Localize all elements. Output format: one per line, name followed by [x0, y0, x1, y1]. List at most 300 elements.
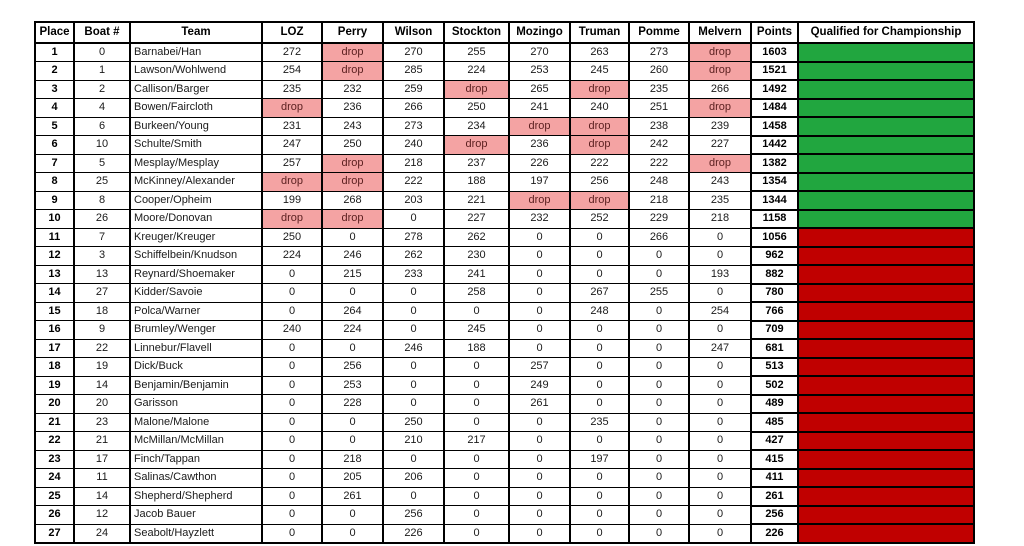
table-row	[35, 432, 974, 451]
place-cell: 15	[35, 302, 74, 321]
score-cell: 0	[629, 395, 689, 414]
score-cell: 0	[383, 450, 444, 469]
score-cell: 232	[509, 210, 570, 229]
column-header-melvern: Melvern	[689, 22, 751, 43]
team-name-cell: Barnabei/Han	[130, 43, 262, 62]
score-cell: 0	[383, 395, 444, 414]
score-cell: 0	[322, 432, 383, 451]
score-cell: 241	[509, 99, 570, 118]
score-cell: 235	[262, 80, 322, 99]
not-qualified-status-cell	[798, 228, 974, 247]
score-cell: 0	[629, 358, 689, 377]
score-cell: 206	[383, 469, 444, 488]
team-name-cell: Reynard/Shoemaker	[130, 265, 262, 284]
score-cell: 0	[570, 487, 629, 506]
score-cell: 0	[509, 413, 570, 432]
dropped-score-cell: drop	[262, 173, 322, 192]
score-cell: 0	[322, 284, 383, 303]
score-cell: 0	[689, 376, 751, 395]
boat-number-cell: 17	[74, 450, 130, 469]
place-cell: 14	[35, 284, 74, 303]
boat-number-cell: 18	[74, 302, 130, 321]
column-header-wilson: Wilson	[383, 22, 444, 43]
boat-number-cell: 14	[74, 376, 130, 395]
team-name-cell: Polca/Warner	[130, 302, 262, 321]
score-cell: 0	[262, 284, 322, 303]
score-cell: 0	[689, 321, 751, 340]
column-header-loz: LOZ	[262, 22, 322, 43]
score-cell: 285	[383, 62, 444, 81]
score-cell: 240	[570, 99, 629, 118]
points-cell: 1442	[751, 136, 798, 155]
place-cell: 13	[35, 265, 74, 284]
team-name-cell: Benjamin/Benjamin	[130, 376, 262, 395]
score-cell: 231	[262, 117, 322, 136]
team-name-cell: Lawson/Wohlwend	[130, 62, 262, 81]
dropped-score-cell: drop	[322, 173, 383, 192]
team-name-cell: Cooper/Opheim	[130, 191, 262, 210]
not-qualified-status-cell	[798, 413, 974, 432]
score-cell: 249	[509, 376, 570, 395]
table-row	[35, 154, 974, 173]
table-row	[35, 302, 974, 321]
score-cell: 253	[322, 376, 383, 395]
score-cell: 266	[689, 80, 751, 99]
score-cell: 257	[262, 154, 322, 173]
table-row	[35, 62, 974, 81]
place-cell: 8	[35, 173, 74, 192]
score-cell: 230	[444, 247, 509, 266]
score-cell: 255	[629, 284, 689, 303]
place-cell: 22	[35, 432, 74, 451]
place-cell: 24	[35, 469, 74, 488]
score-cell: 0	[629, 506, 689, 525]
dropped-score-cell: drop	[322, 210, 383, 229]
team-name-cell: Callison/Barger	[130, 80, 262, 99]
score-cell: 278	[383, 228, 444, 247]
team-name-cell: Brumley/Wenger	[130, 321, 262, 340]
points-cell: 681	[751, 339, 798, 358]
score-cell: 0	[509, 284, 570, 303]
qualified-status-cell	[798, 210, 974, 229]
dropped-score-cell: drop	[689, 154, 751, 173]
boat-number-cell: 24	[74, 524, 130, 543]
points-cell: 1056	[751, 228, 798, 247]
score-cell: 0	[629, 302, 689, 321]
boat-number-cell: 4	[74, 99, 130, 118]
score-cell: 0	[509, 469, 570, 488]
points-cell: 1603	[751, 43, 798, 62]
score-cell: 259	[383, 80, 444, 99]
table-row	[35, 487, 974, 506]
place-cell: 11	[35, 228, 74, 247]
score-cell: 247	[262, 136, 322, 155]
column-header-pomme: Pomme	[629, 22, 689, 43]
column-header-stockton: Stockton	[444, 22, 509, 43]
score-cell: 0	[509, 265, 570, 284]
dropped-score-cell: drop	[444, 80, 509, 99]
score-cell: 224	[444, 62, 509, 81]
score-cell: 262	[383, 247, 444, 266]
score-cell: 222	[570, 154, 629, 173]
score-cell: 0	[570, 432, 629, 451]
score-cell: 218	[689, 210, 751, 229]
score-cell: 0	[383, 210, 444, 229]
dropped-score-cell: drop	[262, 99, 322, 118]
not-qualified-status-cell	[798, 339, 974, 358]
score-cell: 0	[322, 339, 383, 358]
table-row	[35, 80, 974, 99]
dropped-score-cell: drop	[322, 43, 383, 62]
score-cell: 188	[444, 173, 509, 192]
score-cell: 0	[509, 506, 570, 525]
score-cell: 0	[570, 339, 629, 358]
score-cell: 263	[570, 43, 629, 62]
score-cell: 266	[629, 228, 689, 247]
team-name-cell: Malone/Malone	[130, 413, 262, 432]
score-cell: 0	[262, 432, 322, 451]
dropped-score-cell: drop	[322, 154, 383, 173]
score-cell: 0	[689, 413, 751, 432]
not-qualified-status-cell	[798, 487, 974, 506]
boat-number-cell: 14	[74, 487, 130, 506]
score-cell: 0	[689, 358, 751, 377]
score-cell: 253	[509, 62, 570, 81]
score-cell: 245	[444, 321, 509, 340]
results-spreadsheet	[34, 21, 975, 544]
qualified-status-cell	[798, 117, 974, 136]
points-cell: 226	[751, 524, 798, 543]
points-cell: 709	[751, 321, 798, 340]
score-cell: 210	[383, 432, 444, 451]
dropped-score-cell: drop	[570, 117, 629, 136]
place-cell: 26	[35, 506, 74, 525]
score-cell: 268	[322, 191, 383, 210]
dropped-score-cell: drop	[689, 99, 751, 118]
score-cell: 0	[570, 395, 629, 414]
points-cell: 427	[751, 432, 798, 451]
boat-number-cell: 11	[74, 469, 130, 488]
qualified-status-cell	[798, 136, 974, 155]
score-cell: 0	[570, 376, 629, 395]
score-cell: 251	[629, 99, 689, 118]
score-cell: 233	[383, 265, 444, 284]
points-cell: 411	[751, 469, 798, 488]
team-name-cell: Burkeen/Young	[130, 117, 262, 136]
table-row	[35, 284, 974, 303]
score-cell: 235	[689, 191, 751, 210]
score-cell: 245	[570, 62, 629, 81]
score-cell: 0	[509, 247, 570, 266]
score-cell: 232	[322, 80, 383, 99]
table-row	[35, 228, 974, 247]
score-cell: 241	[444, 265, 509, 284]
team-name-cell: Jacob Bauer	[130, 506, 262, 525]
score-cell: 0	[570, 247, 629, 266]
score-cell: 256	[322, 358, 383, 377]
score-cell: 270	[383, 43, 444, 62]
table-row	[35, 43, 974, 62]
not-qualified-status-cell	[798, 302, 974, 321]
not-qualified-status-cell	[798, 247, 974, 266]
score-cell: 0	[444, 376, 509, 395]
score-cell: 199	[262, 191, 322, 210]
score-cell: 0	[509, 487, 570, 506]
score-cell: 205	[322, 469, 383, 488]
boat-number-cell: 26	[74, 210, 130, 229]
not-qualified-status-cell	[798, 469, 974, 488]
qualified-status-cell	[798, 80, 974, 99]
points-cell: 1458	[751, 117, 798, 136]
score-cell: 0	[262, 450, 322, 469]
score-cell: 203	[383, 191, 444, 210]
score-cell: 248	[629, 173, 689, 192]
score-cell: 0	[383, 487, 444, 506]
score-cell: 0	[444, 358, 509, 377]
dropped-score-cell: drop	[570, 191, 629, 210]
team-name-cell: Shepherd/Shepherd	[130, 487, 262, 506]
points-cell: 502	[751, 376, 798, 395]
not-qualified-status-cell	[798, 358, 974, 377]
score-cell: 0	[262, 524, 322, 543]
score-cell: 256	[570, 173, 629, 192]
table-row	[35, 358, 974, 377]
score-cell: 0	[629, 432, 689, 451]
score-cell: 227	[444, 210, 509, 229]
score-cell: 236	[322, 99, 383, 118]
boat-number-cell: 22	[74, 339, 130, 358]
score-cell: 267	[570, 284, 629, 303]
score-cell: 221	[444, 191, 509, 210]
team-name-cell: Kidder/Savoie	[130, 284, 262, 303]
dropped-score-cell: drop	[509, 117, 570, 136]
score-cell: 0	[262, 339, 322, 358]
score-cell: 0	[629, 321, 689, 340]
score-cell: 0	[689, 506, 751, 525]
score-cell: 0	[689, 469, 751, 488]
place-cell: 4	[35, 99, 74, 118]
points-cell: 882	[751, 265, 798, 284]
score-cell: 0	[262, 265, 322, 284]
dropped-score-cell: drop	[570, 136, 629, 155]
points-cell: 1382	[751, 154, 798, 173]
score-cell: 0	[629, 469, 689, 488]
score-cell: 0	[509, 302, 570, 321]
score-cell: 250	[262, 228, 322, 247]
score-cell: 0	[689, 450, 751, 469]
qualified-status-cell	[798, 173, 974, 192]
score-cell: 273	[629, 43, 689, 62]
score-cell: 0	[629, 247, 689, 266]
team-name-cell: Bowen/Faircloth	[130, 99, 262, 118]
points-cell: 489	[751, 395, 798, 414]
score-cell: 236	[509, 136, 570, 155]
score-cell: 266	[383, 99, 444, 118]
boat-number-cell: 10	[74, 136, 130, 155]
place-cell: 5	[35, 117, 74, 136]
team-name-cell: Finch/Tappan	[130, 450, 262, 469]
place-cell: 25	[35, 487, 74, 506]
place-cell: 23	[35, 450, 74, 469]
table-row	[35, 321, 974, 340]
not-qualified-status-cell	[798, 395, 974, 414]
score-cell: 229	[629, 210, 689, 229]
boat-number-cell: 23	[74, 413, 130, 432]
score-cell: 0	[383, 321, 444, 340]
score-cell: 227	[689, 136, 751, 155]
score-cell: 0	[629, 339, 689, 358]
score-cell: 188	[444, 339, 509, 358]
score-cell: 0	[322, 413, 383, 432]
score-cell: 261	[322, 487, 383, 506]
points-cell: 415	[751, 450, 798, 469]
score-cell: 248	[570, 302, 629, 321]
points-cell: 1521	[751, 62, 798, 81]
score-cell: 250	[383, 413, 444, 432]
boat-number-cell: 25	[74, 173, 130, 192]
table-row	[35, 210, 974, 229]
score-cell: 0	[262, 413, 322, 432]
score-cell: 0	[509, 450, 570, 469]
not-qualified-status-cell	[798, 506, 974, 525]
table-row	[35, 173, 974, 192]
team-name-cell: Schulte/Smith	[130, 136, 262, 155]
boat-number-cell: 1	[74, 62, 130, 81]
score-cell: 224	[262, 247, 322, 266]
score-cell: 0	[383, 302, 444, 321]
team-name-cell: Kreuger/Kreuger	[130, 228, 262, 247]
score-cell: 0	[570, 321, 629, 340]
not-qualified-status-cell	[798, 524, 974, 543]
standings-table	[34, 21, 975, 544]
score-cell: 0	[262, 358, 322, 377]
team-name-cell: Schiffelbein/Knudson	[130, 247, 262, 266]
score-cell: 0	[629, 376, 689, 395]
dropped-score-cell: drop	[444, 136, 509, 155]
points-cell: 1158	[751, 210, 798, 229]
score-cell: 250	[322, 136, 383, 155]
table-row	[35, 413, 974, 432]
score-cell: 0	[322, 228, 383, 247]
score-cell: 0	[262, 395, 322, 414]
score-cell: 0	[689, 524, 751, 543]
column-header-perry: Perry	[322, 22, 383, 43]
score-cell: 0	[629, 487, 689, 506]
score-cell: 0	[509, 228, 570, 247]
not-qualified-status-cell	[798, 265, 974, 284]
score-cell: 0	[383, 376, 444, 395]
score-cell: 252	[570, 210, 629, 229]
not-qualified-status-cell	[798, 376, 974, 395]
team-name-cell: Mesplay/Mesplay	[130, 154, 262, 173]
column-header-team: Team	[130, 22, 262, 43]
points-cell: 780	[751, 284, 798, 303]
score-cell: 224	[322, 321, 383, 340]
score-cell: 240	[262, 321, 322, 340]
score-cell: 0	[262, 469, 322, 488]
column-header-mozingo: Mozingo	[509, 22, 570, 43]
score-cell: 261	[509, 395, 570, 414]
score-cell: 0	[322, 506, 383, 525]
table-body	[35, 43, 974, 543]
qualified-status-cell	[798, 191, 974, 210]
score-cell: 0	[444, 302, 509, 321]
score-cell: 218	[629, 191, 689, 210]
points-cell: 1344	[751, 191, 798, 210]
score-cell: 0	[689, 247, 751, 266]
score-cell: 246	[383, 339, 444, 358]
not-qualified-status-cell	[798, 321, 974, 340]
not-qualified-status-cell	[798, 284, 974, 303]
points-cell: 1492	[751, 80, 798, 99]
boat-number-cell: 27	[74, 284, 130, 303]
team-name-cell: Salinas/Cawthon	[130, 469, 262, 488]
table-row	[35, 339, 974, 358]
score-cell: 0	[689, 487, 751, 506]
place-cell: 2	[35, 62, 74, 81]
column-header-points: Points	[751, 22, 798, 43]
place-cell: 16	[35, 321, 74, 340]
place-cell: 12	[35, 247, 74, 266]
points-cell: 1484	[751, 99, 798, 118]
qualified-status-cell	[798, 62, 974, 81]
table-row	[35, 506, 974, 525]
score-cell: 0	[629, 413, 689, 432]
score-cell: 0	[570, 506, 629, 525]
score-cell: 0	[570, 228, 629, 247]
score-cell: 254	[262, 62, 322, 81]
place-cell: 10	[35, 210, 74, 229]
table-row	[35, 376, 974, 395]
header-row	[35, 22, 974, 43]
score-cell: 226	[509, 154, 570, 173]
score-cell: 0	[629, 450, 689, 469]
place-cell: 9	[35, 191, 74, 210]
score-cell: 239	[689, 117, 751, 136]
score-cell: 228	[322, 395, 383, 414]
score-cell: 260	[629, 62, 689, 81]
dropped-score-cell: drop	[509, 191, 570, 210]
table-row	[35, 524, 974, 543]
score-cell: 242	[629, 136, 689, 155]
place-cell: 27	[35, 524, 74, 543]
points-cell: 256	[751, 506, 798, 525]
score-cell: 238	[629, 117, 689, 136]
boat-number-cell: 19	[74, 358, 130, 377]
score-cell: 218	[322, 450, 383, 469]
score-cell: 217	[444, 432, 509, 451]
score-cell: 0	[383, 358, 444, 377]
place-cell: 20	[35, 395, 74, 414]
score-cell: 0	[689, 284, 751, 303]
boat-number-cell: 6	[74, 117, 130, 136]
column-header-boat: Boat #	[74, 22, 130, 43]
boat-number-cell: 12	[74, 506, 130, 525]
score-cell: 235	[629, 80, 689, 99]
score-cell: 0	[444, 506, 509, 525]
place-cell: 17	[35, 339, 74, 358]
score-cell: 0	[570, 358, 629, 377]
table-row	[35, 469, 974, 488]
boat-number-cell: 8	[74, 191, 130, 210]
qualified-status-cell	[798, 99, 974, 118]
score-cell: 0	[509, 432, 570, 451]
score-cell: 0	[689, 432, 751, 451]
score-cell: 0	[570, 265, 629, 284]
boat-number-cell: 7	[74, 228, 130, 247]
score-cell: 0	[444, 395, 509, 414]
place-cell: 1	[35, 43, 74, 62]
